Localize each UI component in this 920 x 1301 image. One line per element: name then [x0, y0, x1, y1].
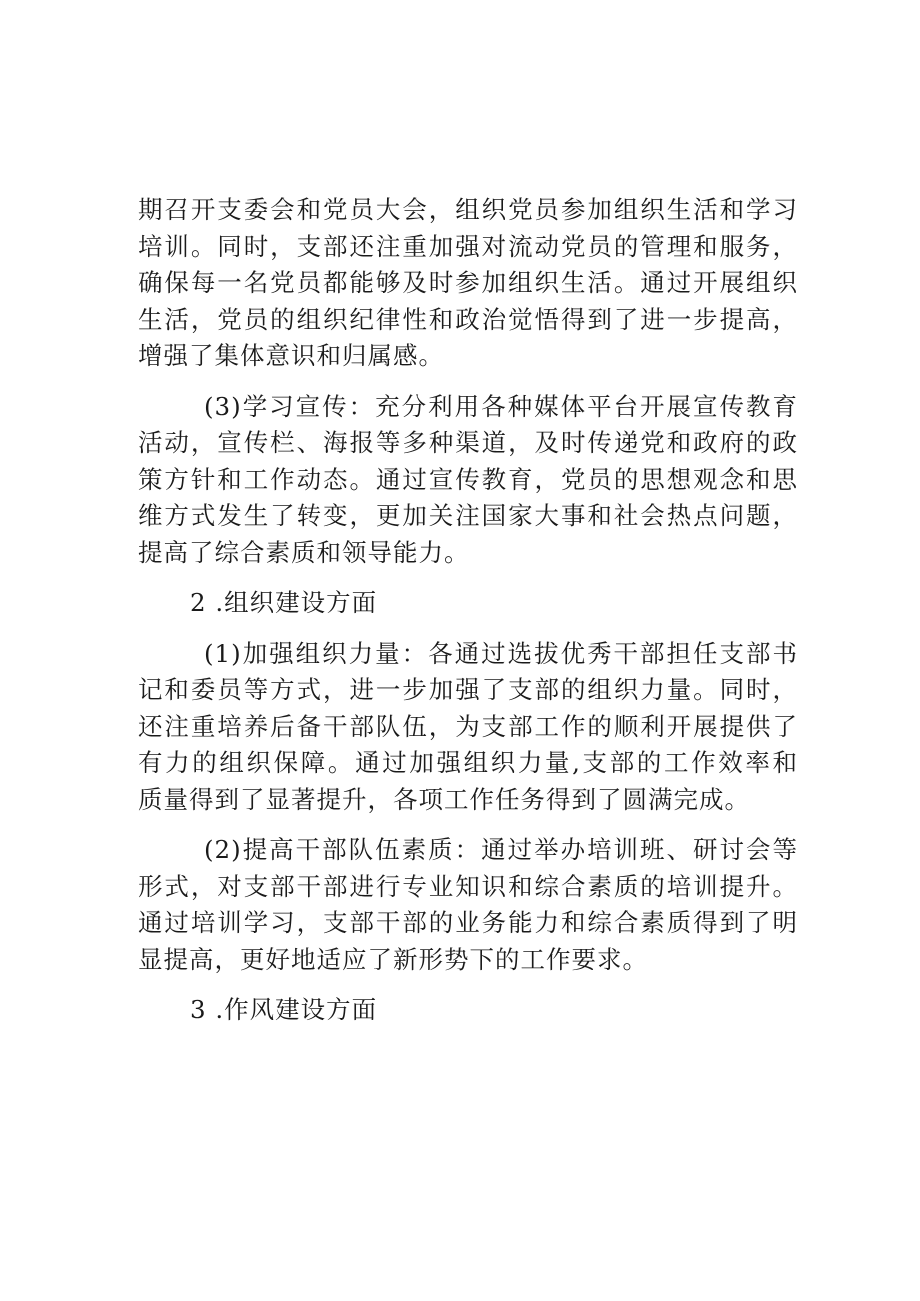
- text-line: 通过培训学习，支部干部的业务能力和综合素质得到了明: [138, 908, 798, 937]
- text-line: 策方针和工作动态。通过宣传教育，党员的思想观念和思: [138, 464, 798, 494]
- text-line: 提高了综合素质和领导能力。: [138, 537, 470, 567]
- text-line: 期召开支委会和党员大会，组织党员参加组织生活和学习: [138, 195, 798, 224]
- text-line: 形式，对支部干部进行专业知识和综合素质的培训提升。: [138, 871, 798, 901]
- paragraph-strengthen-organization: [138, 636, 798, 819]
- text-line: (2)提高干部队伍素质：通过举办培训班、研讨会等: [204, 835, 798, 864]
- text-line: 有力的组织保障。通过加强组织力量,支部的工作效率和: [138, 748, 798, 777]
- text-line: (3)学习宣传：充分利用各种媒体平台开展宣传教育: [204, 391, 798, 421]
- text-line: (1)加强组织力量：各通过选拔优秀干部担任支部书: [204, 638, 798, 668]
- text-line: 确保每一名党员都能够及时参加组织生活。通过开展组织: [138, 268, 798, 297]
- text-line: 增强了集体意识和归属感。: [138, 341, 444, 370]
- text-line: 还注重培养后备干部队伍，为支部工作的顺利开展提供了: [138, 711, 798, 741]
- paragraph-organization-life: [138, 192, 798, 375]
- paragraph-cadre-quality: [138, 832, 798, 978]
- document-body: [138, 192, 798, 1029]
- text-line: 生活，党员的组织纪律性和政治觉悟得到了进一步提高，: [138, 304, 798, 334]
- section-heading-organization: 2 .组织建设方面: [190, 588, 378, 617]
- text-line: 活动，宣传栏、海报等多种渠道，及时传递党和政府的政: [138, 428, 798, 457]
- text-line: 质量得到了显著提升，各项工作任务得到了圆满完成。: [138, 784, 750, 814]
- text-line: 记和委员等方式，进一步加强了支部的组织力量。同时，: [138, 675, 798, 704]
- section-heading-work-style: 3 .作风建设方面: [190, 995, 378, 1024]
- text-line: 维方式发生了转变，更加关注国家大事和社会热点问题，: [138, 501, 798, 530]
- text-line: 显提高，更好地适应了新形势下的工作要求。: [138, 944, 648, 974]
- text-line: 培训。同时，支部还注重加强对流动党员的管理和服务，: [138, 231, 798, 261]
- paragraph-study-publicity: [138, 389, 798, 572]
